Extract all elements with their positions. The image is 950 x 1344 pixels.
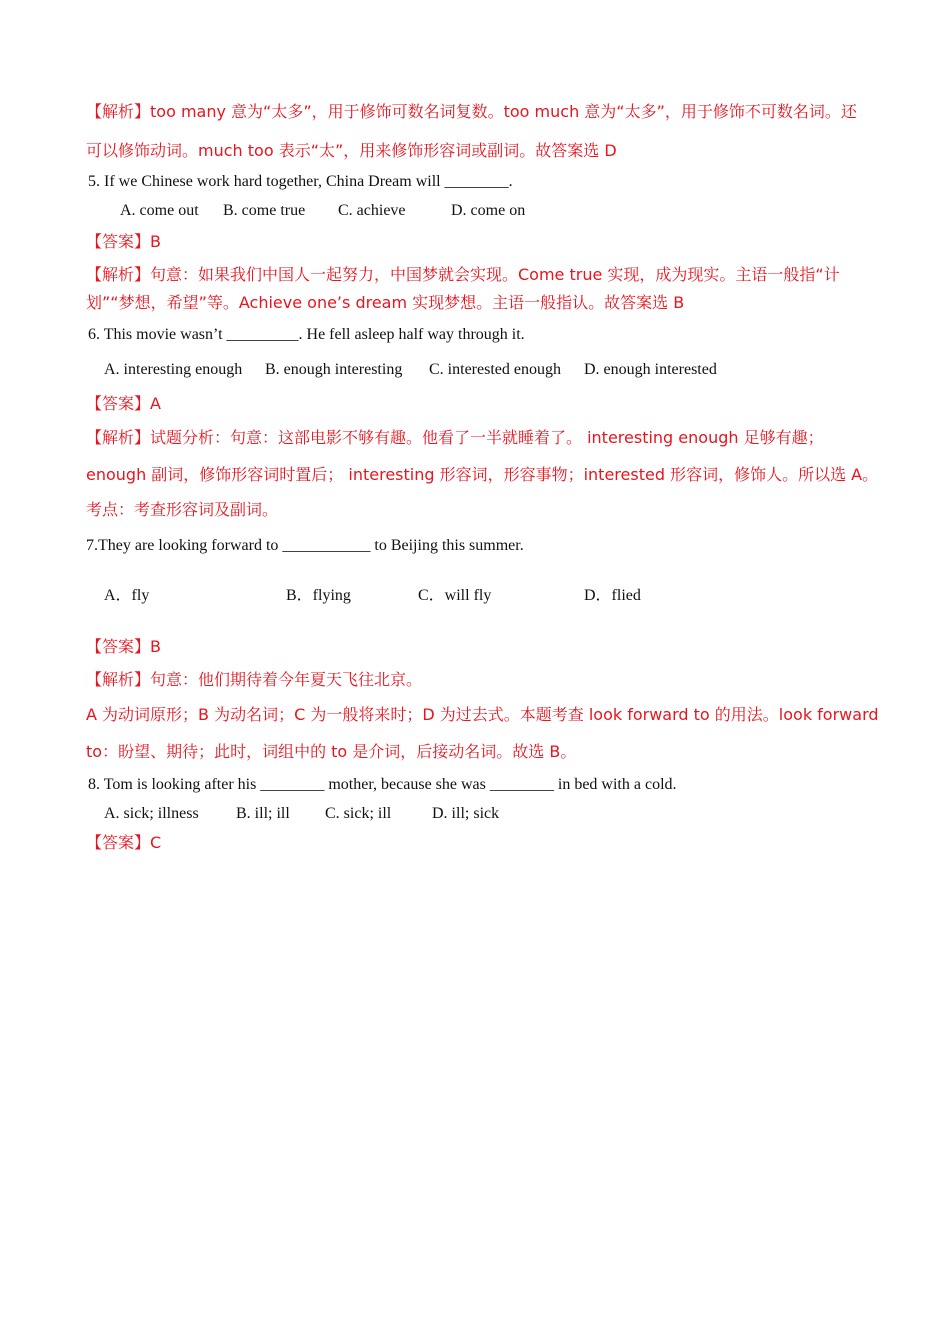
option-a: A. sick; illness <box>104 805 199 822</box>
analysis-line: 划”“梦想，希望”等。Achieve one’s dream 实现梦想。主语一般指认。故答案选 B <box>86 293 685 312</box>
option-c: C. achieve <box>338 202 406 219</box>
option-c: C. interested enough <box>429 361 561 378</box>
question-stem-6: 6. This movie wasn’t _________. He fell asleep half way through it. <box>88 326 525 343</box>
option-d: D. come on <box>451 202 526 219</box>
question-stem-5: 5. If we Chinese work hard together, China Dream will ________. <box>88 173 513 190</box>
option-d: D. ill; sick <box>432 805 500 822</box>
analysis-line: 【解析】too many 意为“太多”，用于修饰可数名词复数。too much 意为“太多”，用于修饰不可数名词。还 <box>86 102 857 121</box>
option-c: C．will fly <box>418 587 492 604</box>
exam-point: 考点：考查形容词及副词。 <box>86 500 279 519</box>
option-b: B. come true <box>223 202 306 219</box>
answer-label: 【答案】B <box>86 232 161 251</box>
question-stem-7: 7.They are looking forward to ___________ to Beijing this summer. <box>86 537 524 554</box>
analysis-line: to：盼望、期待；此时，词组中的 to 是介词，后接动名词。故选 B。 <box>86 742 577 761</box>
option-a: A．fly <box>104 587 150 604</box>
question-stem-8: 8. Tom is looking after his ________ mother, because she was ________ in bed with a cold. <box>88 776 677 793</box>
analysis-line: 【解析】句意：他们期待着今年夏天飞往北京。 <box>86 670 423 689</box>
option-a: A. interesting enough <box>104 361 243 378</box>
answer-label: 【答案】C <box>86 833 162 852</box>
option-d: D. enough interested <box>584 361 717 378</box>
option-a: A. come out <box>120 202 199 219</box>
option-b: B. ill; ill <box>236 805 290 822</box>
analysis-line: 【解析】句意：如果我们中国人一起努力，中国梦就会实现。Come true 实现，成为现实。主语一般指“计 <box>86 265 840 284</box>
option-c: C. sick; ill <box>325 805 392 822</box>
analysis-line: 【解析】试题分析：句意：这部电影不够有趣。他看了一半就睡着了。 interesting enough 足够有趣； <box>86 428 824 447</box>
analysis-line: enough 副词，修饰形容词时置后； interesting 形容词，形容事物；interested 形容词，修饰人。所以选 A。 <box>86 465 879 484</box>
option-b: B. enough interesting <box>265 361 403 378</box>
analysis-line: 可以修饰动词。much too 表示“太”，用来修饰形容词或副词。故答案选 D <box>86 141 617 160</box>
analysis-line: A 为动词原形；B 为动名词；C 为一般将来时；D 为过去式。本题考查 look forward to 的用法。look forward <box>86 705 879 724</box>
option-d: D．flied <box>584 587 641 604</box>
answer-label: 【答案】A <box>86 394 161 413</box>
option-b: B．flying <box>286 587 351 604</box>
answer-label: 【答案】B <box>86 637 161 656</box>
